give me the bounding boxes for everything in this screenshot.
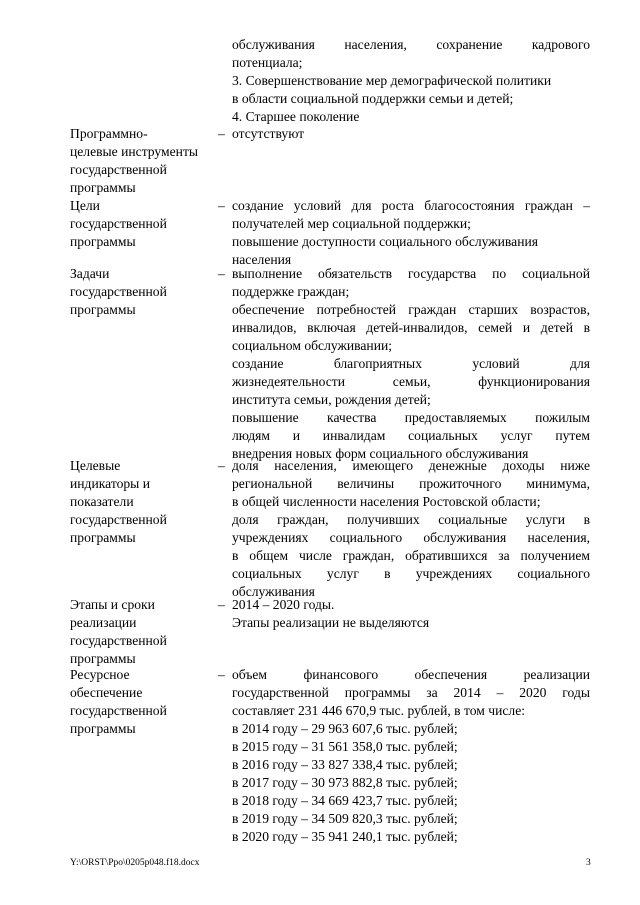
text-line: доля населения, имеющего денежные доходы ниже	[232, 458, 590, 473]
label-line: программы	[70, 234, 136, 249]
row-content	[232, 125, 590, 143]
text-line: инвалидов, включая детей-инвалидов, семей и детей в	[232, 320, 590, 335]
row-dash: –	[218, 667, 225, 682]
label-line: индикаторы и	[70, 476, 150, 491]
row-label	[70, 457, 210, 547]
text-line: обеспечение потребностей граждан старших возрастов,	[232, 302, 590, 317]
text-line: в 2017 году – 30 973 882,8 тыс. рублей;	[232, 775, 458, 790]
label-line: государственной	[70, 162, 167, 177]
text-line: объем финансового обеспечения реализации	[232, 667, 590, 682]
text-line: в 2015 году – 31 561 358,0 тыс. рублей;	[232, 739, 458, 754]
footer-page-number: 3	[586, 858, 591, 868]
text-line: в общем числе граждан, обратившихся за получением	[232, 548, 590, 563]
row-content	[232, 596, 590, 632]
label-line: программы	[70, 651, 136, 666]
text-line: учреждениях социального обслуживания населения,	[232, 530, 590, 545]
text-line: населения	[232, 252, 292, 267]
text-line: составляет 231 446 670,9 тыс. рублей, в том числе:	[232, 703, 526, 718]
row-label	[70, 197, 210, 251]
row-content	[232, 265, 590, 463]
text-line: поддержке граждан;	[232, 284, 350, 299]
text-line: в 2016 году – 33 827 338,4 тыс. рублей;	[232, 757, 458, 772]
text-line: Этапы реализации не выделяются	[232, 615, 430, 630]
row-label	[70, 596, 210, 668]
label-line: Программно-	[70, 126, 148, 141]
label-line: государственной	[70, 284, 167, 299]
label-line: Целевые	[70, 458, 121, 473]
text-line: в 2014 году – 29 963 607,6 тыс. рублей;	[232, 721, 458, 736]
row-content	[232, 457, 590, 601]
label-line: обеспечение	[70, 685, 143, 700]
text-line: региональной величины прожиточного минимума,	[232, 476, 590, 491]
text-line: обслуживания населения, сохранение кадрового	[232, 37, 590, 52]
label-line: программы	[70, 721, 136, 736]
row-label	[70, 265, 210, 319]
row-dash: –	[218, 458, 225, 473]
text-line: потенциала;	[232, 55, 303, 70]
label-line: Задачи	[70, 266, 110, 281]
label-line: показатели	[70, 494, 134, 509]
text-line: людям и инвалидам социальных услуг путем	[232, 428, 590, 443]
row-dash: –	[218, 198, 225, 213]
label-line: Цели	[70, 198, 100, 213]
row-dash: –	[218, 266, 225, 281]
label-line: государственной	[70, 216, 167, 231]
text-line: доля граждан, получивших социальные услуги в	[232, 512, 590, 527]
row-label	[70, 125, 210, 197]
label-line: программы	[70, 180, 136, 195]
text-line: отсутствуют	[232, 126, 305, 141]
text-line: внедрения новых форм социального обслуживания	[232, 446, 529, 461]
text-line: в области социальной поддержки семьи и детей;	[232, 91, 514, 106]
row-dash: –	[218, 126, 225, 141]
text-line: 3. Совершенствование мер демографической политики	[232, 73, 552, 88]
label-line: Этапы и сроки	[70, 597, 155, 612]
row-label	[70, 666, 210, 738]
label-line: программы	[70, 530, 136, 545]
text-line: в общей численности населения Ростовской области;	[232, 494, 541, 509]
text-line: в 2018 году – 34 669 423,7 тыс. рублей;	[232, 793, 458, 808]
label-line: государственной	[70, 703, 167, 718]
text-line: в 2020 году – 35 941 240,1 тыс. рублей;	[232, 829, 458, 844]
label-line: государственной	[70, 633, 167, 648]
text-line: 4. Старшее поколение	[232, 109, 360, 124]
label-line: государственной	[70, 512, 167, 527]
text-line: повышение доступности социального обслуживания	[232, 234, 538, 249]
text-line: создание благоприятных условий для	[232, 356, 590, 371]
row-content	[232, 666, 590, 846]
text-line: жизнедеятельности семьи, функционирования	[232, 374, 590, 389]
text-line: государственной программы за 2014 – 2020 годы	[232, 685, 590, 700]
label-line: программы	[70, 302, 136, 317]
text-line: института семьи, рождения детей;	[232, 392, 431, 407]
text-line: повышение качества предоставляемых пожилым	[232, 410, 590, 425]
continuation-text	[232, 36, 590, 126]
text-line: социальном обслуживании;	[232, 338, 393, 353]
text-line: получателей мер социальной поддержки;	[232, 216, 471, 231]
row-dash: –	[218, 597, 225, 612]
label-line: целевые инструменты	[70, 144, 199, 159]
text-line: обслуживания	[232, 584, 315, 599]
row-content	[232, 197, 590, 269]
label-line: реализации	[70, 615, 137, 630]
label-line: Ресурсное	[70, 667, 130, 682]
text-line: выполнение обязательств государства по социальной	[232, 266, 590, 281]
text-line: социальных услуг в учреждениях социального	[232, 566, 590, 581]
text-line: создание условий для роста благосостояния граждан –	[232, 198, 590, 213]
text-line: в 2019 году – 34 509 820,3 тыс. рублей;	[232, 811, 458, 826]
footer-file-path: Y:\ORST\Ppo\0205p048.f18.docx	[70, 858, 200, 868]
text-line: 2014 – 2020 годы.	[232, 597, 335, 612]
